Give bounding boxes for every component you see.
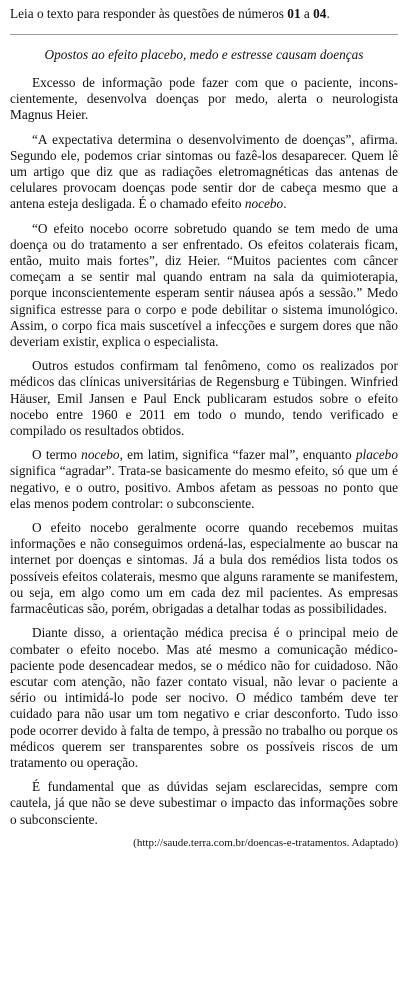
separator-line (10, 34, 398, 35)
article-paragraph (10, 358, 398, 439)
paragraph-text: “A expectativa determina o desenvolvimento de doenças”, afirma. Segundo ele, podemos criar sintomas ou fazê-los desaparecer. Quem lê um artigo que diz que as radiações eletromagnéticas das antenas de celulares provocam doenças pode sentir dor de cabeça mesmo que a antena esteja desligada. É o chamado efeito (10, 131, 398, 212)
paragraph-text: O termo (32, 447, 82, 463)
paragraph-text: , em latim, significa “fazer mal”, enquanto (119, 447, 356, 463)
article-paragraph (10, 520, 398, 617)
question-range-end: 04 (313, 6, 327, 21)
paragraph-text: O efeito nocebo geralmente ocorre quando recebemos muitas informações e não conseguimos ordená-las, especialmente ao buscar na internet por doenças e sintomas. Já a bula dos remédios lista todos os possíveis efeitos colaterais, mesmo que alguns raramente se manifestem, ou seja, em algo como um em cada dez mil pacientes. As empresas farmacêuticas são, porém, obrigadas a detalhar todas as possibilidades. (10, 520, 398, 617)
article-source: (http://saude.terra.com.br/doencas-e-tratamentos. Adaptado) (133, 836, 398, 849)
article-title: Opostos ao efeito placebo, medo e estresse causam doenças (44, 47, 364, 62)
instruction-connector: a (300, 6, 314, 21)
article-paragraph (10, 447, 398, 512)
question-range-start: 01 (287, 6, 301, 21)
paragraph-text: “O efeito nocebo ocorre sobretudo quando se tem medo de uma doença ou do tratamento a ser enfrentado. Os efeitos colaterais ficam, então, muito mais fortes”, diz Heier. “Muitos pacientes com câncer começam a se sentir mal quando entram na sala da quimioterapia, porque inconscientemente esperam sentir náusea após a sessão.” Medo significa estresse para o corpo e pode debilitar o sistema imunológico. Assim, o corpo fica mais suscetível a infecções e surgem dores que não deveriam existir, explica o especialista. (10, 220, 398, 350)
article-paragraph (10, 625, 398, 771)
paragraph-text: Outros estudos confirmam tal fenômeno, como os realizados por médicos das clínicas universitárias de Regensburg e Tübingen. Winfried Häuser, Emil Jansen e Paul Enck publicaram estudos sobre o efeito nocebo entre 1960 e 2011 em todo o mundo, tendo verificado e compilado os resultados obtidos. (10, 358, 398, 439)
instruction-period: . (326, 6, 330, 21)
paragraph-text: . (283, 196, 287, 212)
article-paragraph (10, 75, 398, 124)
article-body (10, 75, 398, 828)
italic-term: nocebo (244, 196, 284, 212)
article-paragraph (10, 132, 398, 213)
italic-term: placebo (355, 447, 398, 463)
article-paragraph (10, 779, 398, 828)
paragraph-text: É fundamental que as dúvidas sejam esclarecidas, sempre com cautela, já que não se deve subestimar o impacto das informações sobre o subconsciente. (10, 779, 398, 827)
paragraph-text: significa “agradar”. Trata-se basicamente do mesmo efeito, só que um é negativo, e o outro, positivo. Ambos afetam as pessoas no ponto que elas menos podem controlar: o subconsciente. (10, 463, 398, 511)
instruction-text: Leia o texto para responder às questões de números (10, 6, 288, 21)
question-instruction (10, 6, 398, 22)
paragraph-text: Diante disso, a orientação médica precisa é o principal meio de combater o efeito nocebo. Mas até mesmo a comunicação médico-paciente pode desencadear medos, se o médico não for cuidadoso. Não escutar com atenção, não fazer contato visual, não levar o paciente a sério ou intimidá-lo pode ser nocivo. O médico também deve ter cuidado para não usar um tom negativo e criar desconforto. Tudo isso pode ocorrer devido à falta de tempo, à pressão no trabalho ou porque os médicos querem ser transparentes sobre os possíveis riscos de um tratamento ou operação. (10, 625, 398, 770)
paragraph-text: Excesso de informação pode fazer com que o paciente, inconscientemente, desenvolva doenças por medo, alerta o neurologista Magnus Heier. (10, 75, 398, 123)
article-paragraph (10, 221, 398, 351)
italic-term: nocebo (81, 447, 120, 463)
